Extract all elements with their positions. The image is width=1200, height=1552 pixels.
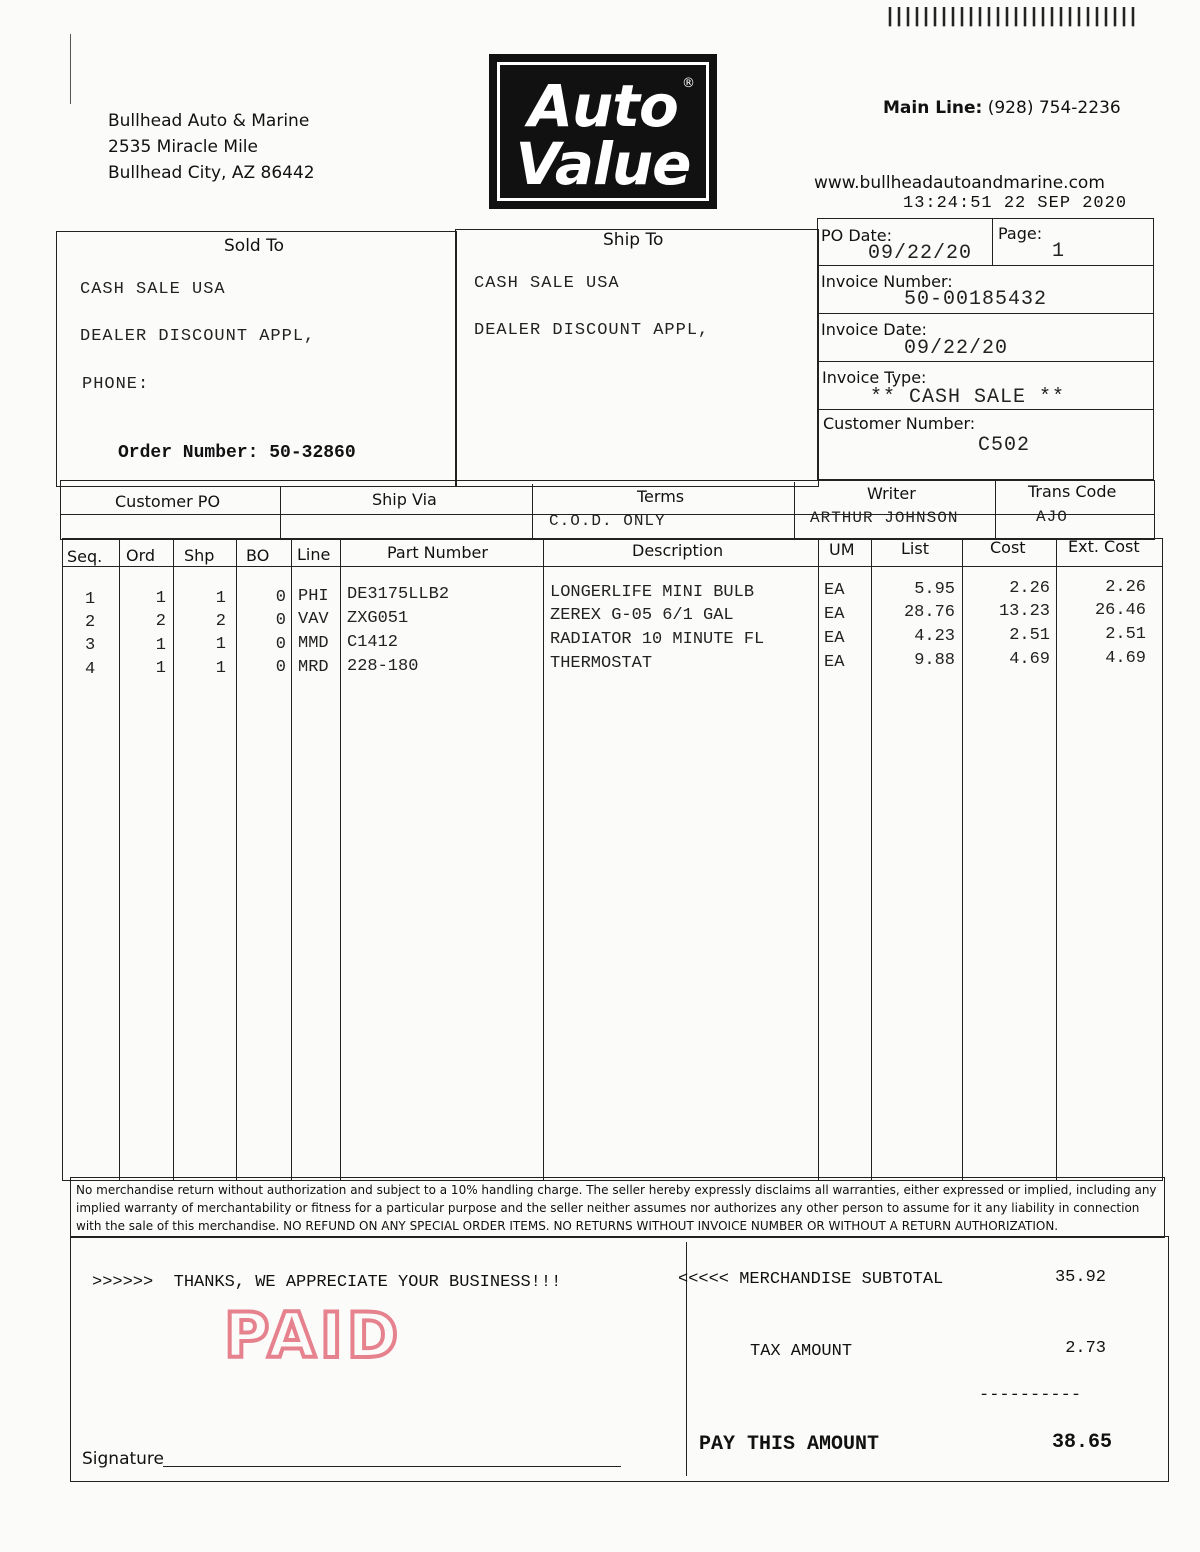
store-address-line1: 2535 Miracle Mile — [108, 137, 258, 157]
timestamp: 13:24:51 22 SEP 2020 — [903, 194, 1128, 213]
terms-value: C.O.D. ONLY — [549, 512, 666, 530]
item-desc: ZEREX G-05 6/1 GAL — [550, 606, 734, 625]
customer-number-label: Customer Number: — [823, 414, 976, 433]
main-line-value: (928) 754-2236 — [987, 98, 1121, 118]
col-divider-bo — [236, 539, 237, 1180]
subtotal-label: <<<<< MERCHANDISE SUBTOTAL — [678, 1270, 944, 1289]
ship-to-box — [455, 229, 819, 487]
customer-po-label: Customer PO — [115, 492, 221, 511]
meta-row — [60, 480, 1155, 540]
item-part: 228-180 — [347, 657, 419, 676]
item-seq: 1 — [85, 590, 96, 609]
paid-stamp-text: PAID — [224, 1299, 403, 1372]
col-divider-line — [291, 539, 292, 1180]
col-header-bo: BO — [246, 546, 270, 565]
ship-to-title: Ship To — [603, 230, 664, 250]
disclaimer-text: No merchandise return without authorization and subject to a 10% handling charge. The seller hereby expressly disclaims all warranties, either expressed or implied, including any implied warranty of merchantability or fitness for a particular purpose and the seller neither assumes nor authorizes any other person to assume for it any liability in connection with the sale of this merchandise. NO REFUND ON ANY SPECIAL ORDER ITEMS. NO RETURNS WITHOUT INVOICE NUMBER OR WITHOUT A RETURN AUTHORIZATION. — [76, 1183, 1157, 1233]
page-label: Page: — [998, 224, 1043, 243]
customer-number-value: C502 — [978, 434, 1031, 457]
store-address-line2: Bullhead City, AZ 86442 — [108, 163, 315, 183]
barcode: |||||||||||||||||||||||||||| — [884, 6, 1137, 29]
paper-mark — [70, 34, 71, 104]
sold-to-title: Sold To — [224, 236, 285, 256]
col-header-part: Part Number — [387, 543, 488, 562]
ship-to-line2: DEALER DISCOUNT APPL, — [474, 321, 710, 340]
col-header-shp: Shp — [184, 546, 215, 565]
pay-this-amount-label: PAY THIS AMOUNT — [699, 1433, 880, 1456]
col-divider-um — [818, 539, 819, 1180]
meta-col-3 — [794, 482, 795, 540]
item-seq: 3 — [85, 636, 96, 655]
item-seq: 4 — [85, 660, 96, 679]
order-number-label: Order Number: — [118, 443, 259, 463]
item-part: ZXG051 — [347, 609, 409, 628]
item-shp: 1 — [215, 659, 226, 678]
item-bo: 0 — [275, 658, 286, 677]
item-um: EA — [824, 653, 845, 672]
sold-to-line2: DEALER DISCOUNT APPL, — [80, 327, 316, 346]
item-line: PHI — [298, 587, 329, 606]
item-list: 28.76 — [903, 603, 955, 622]
sold-to-phone: PHONE: — [82, 375, 150, 394]
item-desc: THERMOSTAT — [550, 654, 653, 673]
website: www.bullheadautoandmarine.com — [814, 173, 1105, 193]
trans-code-value: AJO — [1036, 508, 1068, 526]
total-dashes: ---------- — [979, 1386, 1082, 1405]
invoice-type-value: ** CASH SALE ** — [870, 386, 1066, 409]
col-divider-shp — [173, 539, 174, 1180]
item-ord: 1 — [155, 636, 166, 655]
item-list: 9.88 — [914, 651, 955, 670]
col-divider-part — [340, 539, 341, 1180]
col-divider-desc — [543, 539, 544, 1180]
col-header-seq: Seq. — [67, 547, 103, 566]
item-seq: 2 — [85, 613, 96, 632]
item-ord: 1 — [155, 589, 166, 608]
tax-label: TAX AMOUNT — [750, 1342, 853, 1361]
col-header-ord: Ord — [126, 546, 156, 565]
col-header-desc: Description — [632, 541, 724, 560]
item-bo: 0 — [275, 588, 286, 607]
item-ext: 26.46 — [1094, 601, 1146, 620]
auto-value-logo — [489, 54, 717, 209]
item-part: DE3175LLB2 — [347, 585, 450, 604]
meta-col-4 — [995, 480, 996, 540]
item-cost: 4.69 — [1009, 650, 1050, 669]
info-divider-4 — [818, 409, 1153, 410]
po-date-value: 09/22/20 — [868, 242, 973, 265]
writer-label: Writer — [867, 484, 916, 503]
items-header-divider — [62, 566, 1163, 567]
item-um: EA — [824, 605, 845, 624]
item-um: EA — [824, 629, 845, 648]
item-ext: 4.69 — [1105, 649, 1146, 668]
item-line: VAV — [298, 610, 329, 629]
store-name: Bullhead Auto & Marine — [108, 111, 310, 131]
item-bo: 0 — [275, 611, 286, 630]
item-list: 5.95 — [914, 580, 955, 599]
main-line — [883, 98, 1121, 118]
item-ord: 1 — [155, 659, 166, 678]
info-divider-1 — [818, 265, 1153, 266]
po-date-label: PO Date: — [821, 226, 892, 245]
terms-label: Terms — [637, 487, 685, 506]
item-bo: 0 — [275, 635, 286, 654]
sold-to-line1: CASH SALE USA — [80, 280, 226, 299]
col-header-cost: Cost — [990, 538, 1026, 557]
item-part: C1412 — [347, 633, 399, 652]
col-divider-ord — [119, 539, 120, 1180]
paid-stamp — [224, 1300, 450, 1372]
col-header-line: Line — [297, 545, 331, 564]
item-shp: 2 — [215, 612, 226, 631]
trans-code-label: Trans Code — [1028, 482, 1117, 501]
invoice-number-value: 50-00185432 — [904, 288, 1048, 311]
col-divider-cost — [962, 539, 963, 1180]
info-divider-2 — [818, 313, 1153, 314]
order-number-value: 50-32860 — [269, 443, 356, 463]
tax-value: 2.73 — [1065, 1339, 1106, 1358]
signature-label: Signature — [82, 1449, 165, 1469]
writer-value: ARTHUR JOHNSON — [810, 509, 959, 527]
item-desc: RADIATOR 10 MINUTE FL — [550, 630, 765, 649]
item-cost: 2.51 — [1009, 626, 1050, 645]
item-shp: 1 — [215, 635, 226, 654]
invoice-type-label: Invoice Type: — [822, 368, 927, 387]
col-divider-ext — [1056, 539, 1057, 1180]
item-line: MRD — [298, 658, 329, 677]
meta-col-1 — [280, 486, 281, 540]
item-ord: 2 — [155, 612, 166, 631]
invoice-number-label: Invoice Number: — [821, 272, 953, 291]
main-line-label: Main Line: — [883, 98, 983, 118]
item-cost: 13.23 — [998, 602, 1050, 621]
item-ext: 2.26 — [1105, 578, 1146, 597]
col-header-ext: Ext. Cost — [1068, 537, 1140, 556]
item-desc: LONGERLIFE MINI BULB — [550, 583, 755, 602]
invoice-date-label: Invoice Date: — [821, 320, 927, 339]
ship-via-label: Ship Via — [372, 490, 437, 509]
col-header-list: List — [901, 539, 929, 558]
ship-to-line1: CASH SALE USA — [474, 274, 620, 293]
po-page-divider — [992, 219, 993, 266]
registered-mark: ® — [682, 76, 695, 91]
subtotal-value: 35.92 — [1054, 1268, 1106, 1287]
thanks-message: >>>>>> THANKS, WE APPRECIATE YOUR BUSINESS!!! — [92, 1273, 562, 1292]
order-number — [118, 443, 356, 463]
item-shp: 1 — [215, 589, 226, 608]
page-value: 1 — [1052, 240, 1066, 263]
logo-text-auto: Auto — [528, 72, 678, 140]
item-cost: 2.26 — [1009, 579, 1050, 598]
logo-text-value: Value — [515, 130, 691, 198]
store-address — [108, 108, 315, 186]
col-divider-list — [871, 539, 872, 1180]
info-divider-3 — [818, 361, 1153, 362]
invoice-date-value: 09/22/20 — [904, 337, 1009, 360]
item-line: MMD — [298, 634, 329, 653]
item-list: 4.23 — [914, 627, 955, 646]
meta-col-2 — [532, 484, 533, 540]
item-ext: 2.51 — [1105, 625, 1146, 644]
pay-this-amount-value: 38.65 — [1051, 1431, 1112, 1454]
col-header-um: UM — [829, 540, 855, 559]
signature-line[interactable] — [163, 1466, 621, 1467]
item-um: EA — [824, 581, 845, 600]
